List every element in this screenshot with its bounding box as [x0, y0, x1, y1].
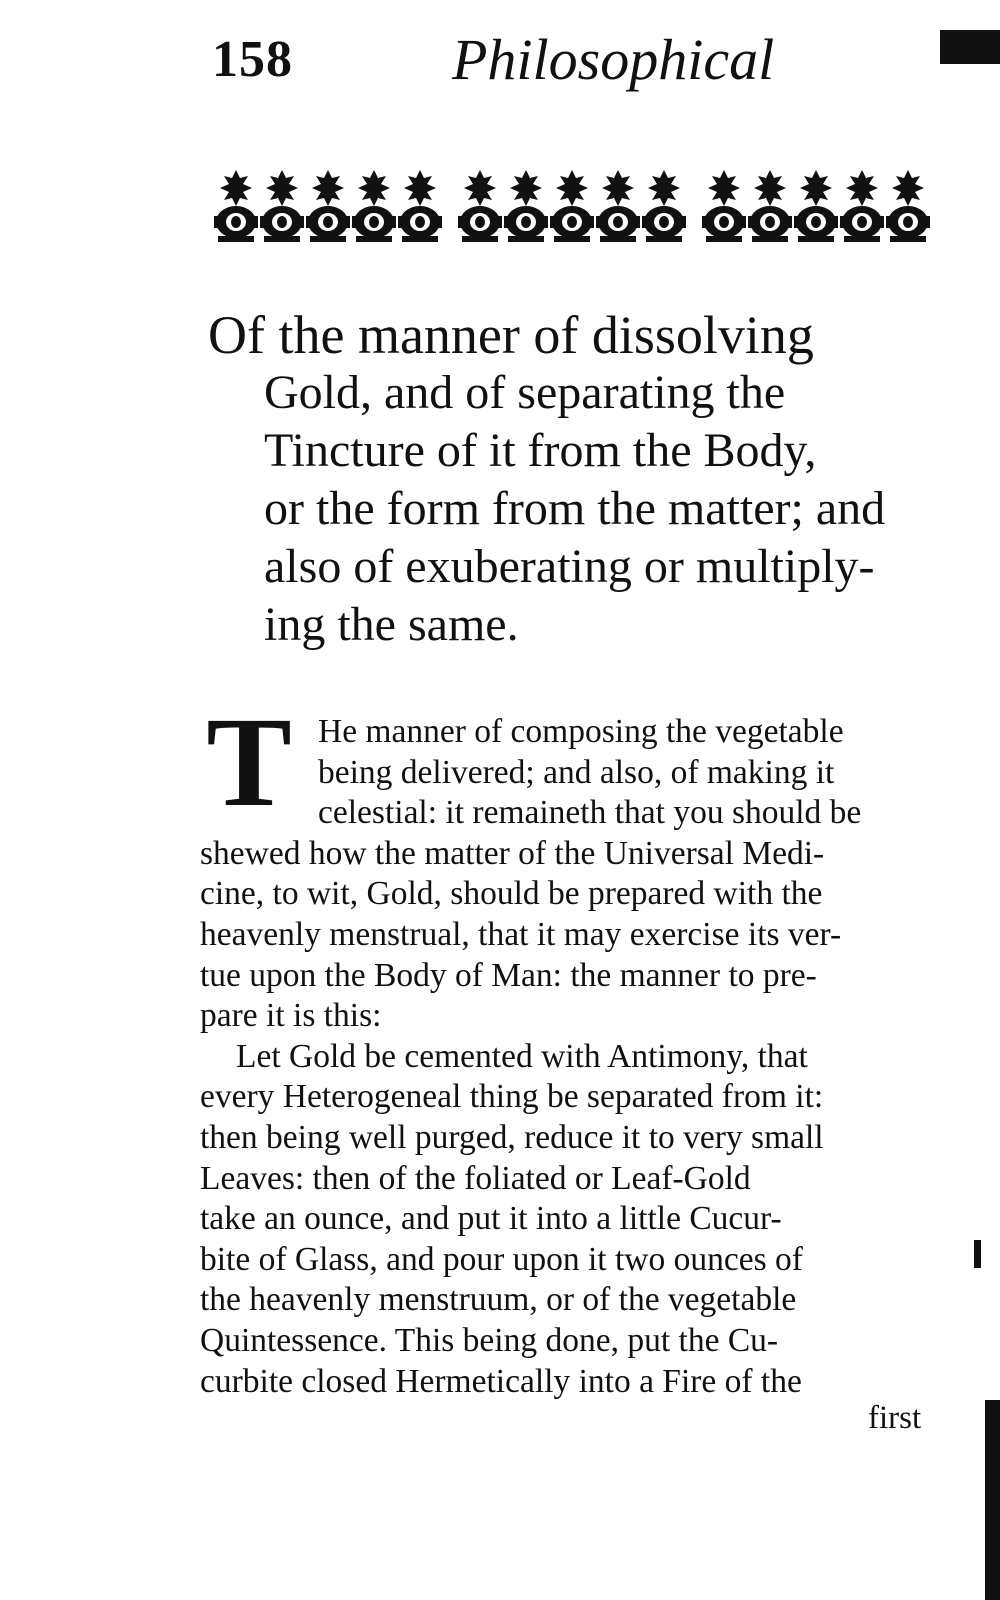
- text-line: cine, to wit, Gold, should be prepared with the: [200, 875, 823, 913]
- running-title: Philosophical: [452, 27, 775, 92]
- chapter-title-line: or the form from the matter; and: [264, 482, 886, 535]
- text-line: Let Gold be cemented with Antimony, that: [236, 1037, 808, 1075]
- text-line: celestial: it remaineth that you should be: [318, 794, 862, 832]
- chapter-title-line: Of the manner of dissolving: [208, 305, 814, 365]
- chapter-title-line: ing the same.: [264, 598, 519, 651]
- text-line: take an ounce, and put it into a little Cucur-: [200, 1200, 782, 1238]
- chapter-title-line: Gold, and of separating the: [264, 366, 786, 419]
- text-line: the heavenly menstruum, or of the vegetable: [200, 1281, 797, 1319]
- page-edge-mark: [974, 1240, 981, 1268]
- paragraph: [200, 1037, 940, 1402]
- page-header: [200, 22, 780, 102]
- page-edge-shadow: [940, 30, 1000, 64]
- chapter-title-line: also of exuberating or multiply-: [264, 540, 875, 593]
- page-number: 158: [212, 31, 293, 88]
- paragraph: [200, 691, 940, 1037]
- text-line: then being well purged, reduce it to very small: [200, 1118, 824, 1156]
- text-line: shewed how the matter of the Universal Medi-: [200, 834, 825, 872]
- page-edge-shadow: [985, 1400, 1000, 1600]
- text-line: Quintessence. This being done, put the Cu-: [200, 1321, 779, 1359]
- text-line: pare it is this:: [200, 997, 382, 1035]
- catchword: first: [868, 1400, 922, 1436]
- printers-ornament-band: [208, 168, 948, 246]
- body-text: [200, 691, 940, 1402]
- text-line: curbite closed Hermetically into a Fire of the: [200, 1362, 802, 1400]
- drop-cap: T: [206, 691, 292, 833]
- chapter-title: [208, 306, 948, 654]
- text-line: tue upon the Body of Man: the manner to pre-: [200, 956, 817, 994]
- text-line: being delivered; and also, of making it: [318, 753, 835, 791]
- text-line: every Heterogeneal thing be separated from it:: [200, 1078, 824, 1116]
- chapter-title-line: Tincture of it from the Body,: [264, 424, 817, 477]
- text-line: bite of Glass, and pour upon it two ounces of: [200, 1240, 803, 1278]
- text-line: heavenly menstrual, that it may exercise its ver-: [200, 915, 842, 953]
- text-line: Leaves: then of the foliated or Leaf-Gold: [200, 1159, 751, 1197]
- text-line: He manner of composing the vegetable: [318, 713, 844, 750]
